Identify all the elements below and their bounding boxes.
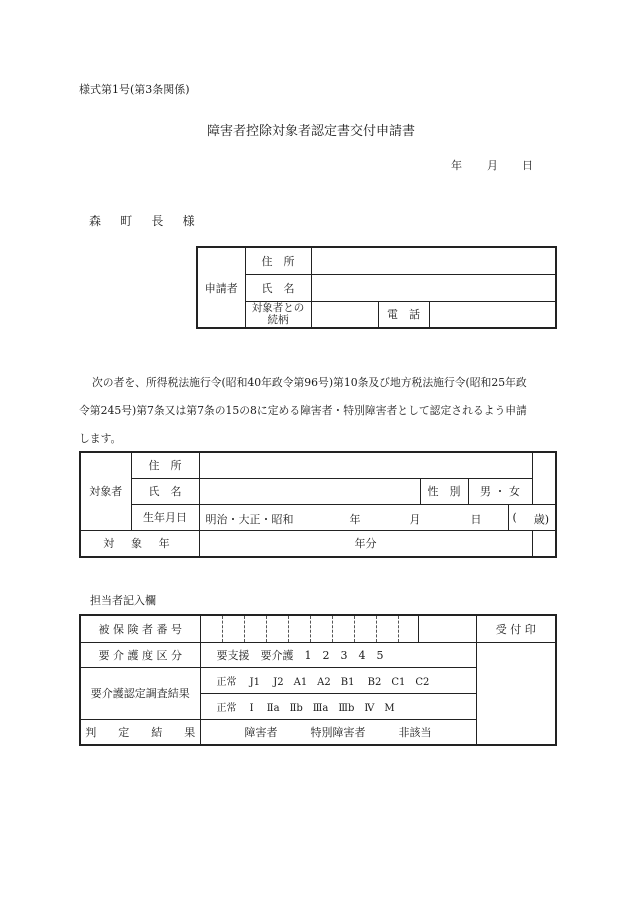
staff-heading: 担当者記入欄 xyxy=(90,594,156,607)
date-month: 月 xyxy=(487,159,498,172)
page-title: 障害者控除対象者認定書交付申請書 xyxy=(207,124,416,139)
subject-gender-options[interactable]: 男 ・ 女 xyxy=(468,478,532,504)
digit-divider xyxy=(332,616,333,642)
subject-birth-label: 生年月日 xyxy=(131,504,199,530)
digit-divider xyxy=(288,616,289,642)
addressee: 森 町 長 様 xyxy=(89,214,199,228)
subject-birth-field[interactable] xyxy=(199,504,508,530)
insured-no-extra-field[interactable] xyxy=(418,615,476,642)
survey-label: 要介護認定調査結果 xyxy=(80,667,200,719)
survey-row-1[interactable]: 正常 J1 J2 A1 A2 B1 B2 C1 C2 xyxy=(200,667,476,693)
target-year-label: 対 象 年 xyxy=(80,530,199,557)
subject-section-label: 対象者 xyxy=(80,452,131,530)
subject-name-field[interactable] xyxy=(199,478,420,504)
applicant-name-field[interactable] xyxy=(311,274,556,301)
digit-divider xyxy=(310,616,311,642)
applicant-phone-field[interactable] xyxy=(429,301,556,328)
insured-no-label: 被 保 険 者 番 号 xyxy=(80,615,200,642)
applicant-address-field[interactable] xyxy=(311,247,556,274)
age-open-paren: ( xyxy=(512,510,517,524)
care-level-values[interactable]: 要支援 要介護 1 2 3 4 5 xyxy=(200,642,476,667)
care-level-label: 要 介 護 度 区 分 xyxy=(80,642,200,667)
applicant-section-label: 申請者 xyxy=(197,247,245,328)
subject-table xyxy=(79,451,557,558)
body-text-line-2: 令第245号)第7条又は第7条の15の8に定める障害者・特別障害者として認定されるよう申請 xyxy=(79,404,527,417)
date-day: 日 xyxy=(522,159,533,172)
body-text-line-3: します。 xyxy=(79,432,122,445)
digit-divider xyxy=(244,616,245,642)
digit-divider xyxy=(222,616,223,642)
digit-divider xyxy=(398,616,399,642)
subject-address-field[interactable] xyxy=(199,452,532,478)
birth-month-unit: 月 xyxy=(409,512,421,526)
applicant-name-label: 氏 名 xyxy=(245,274,311,301)
subject-address-label: 住 所 xyxy=(131,452,199,478)
judgment-values[interactable]: 障害者 特別障害者 非該当 xyxy=(200,719,476,745)
form-number: 様式第1号(第3条関係) xyxy=(79,83,190,96)
stamp-box xyxy=(476,642,556,745)
subject-age-field[interactable] xyxy=(508,504,556,530)
digit-divider xyxy=(376,616,377,642)
digit-divider xyxy=(266,616,267,642)
subject-gender-label: 性 別 xyxy=(420,478,468,504)
judgment-label: 判 定 結 果 xyxy=(80,719,200,745)
staff-table xyxy=(79,614,557,746)
target-year-field[interactable]: 年分 xyxy=(199,530,532,557)
applicant-relation-field[interactable] xyxy=(311,301,378,328)
applicant-phone-label: 電 話 xyxy=(378,301,429,328)
birth-year-unit: 年 xyxy=(349,512,361,526)
age-unit: 歳) xyxy=(533,512,549,526)
birth-day-unit: 日 xyxy=(470,512,482,526)
body-text-line-1: 次の者を、所得税法施行令(昭和40年政令第96号)第10条及び地方税法施行令(昭和25年政 xyxy=(92,376,527,389)
applicant-relation-label: 対象者との 続柄 xyxy=(245,301,311,328)
applicant-table xyxy=(196,246,557,329)
digit-divider xyxy=(354,616,355,642)
subject-name-label: 氏 名 xyxy=(131,478,199,504)
era-options: 明治・大正・昭和 xyxy=(205,512,294,526)
date-year: 年 xyxy=(451,159,462,172)
survey-row-2[interactable]: 正常 Ⅰ Ⅱa Ⅱb Ⅲa Ⅲb Ⅳ M xyxy=(200,693,476,719)
stamp-label: 受 付 印 xyxy=(476,615,556,642)
insured-no-field[interactable] xyxy=(200,615,418,642)
applicant-address-label: 住 所 xyxy=(245,247,311,274)
